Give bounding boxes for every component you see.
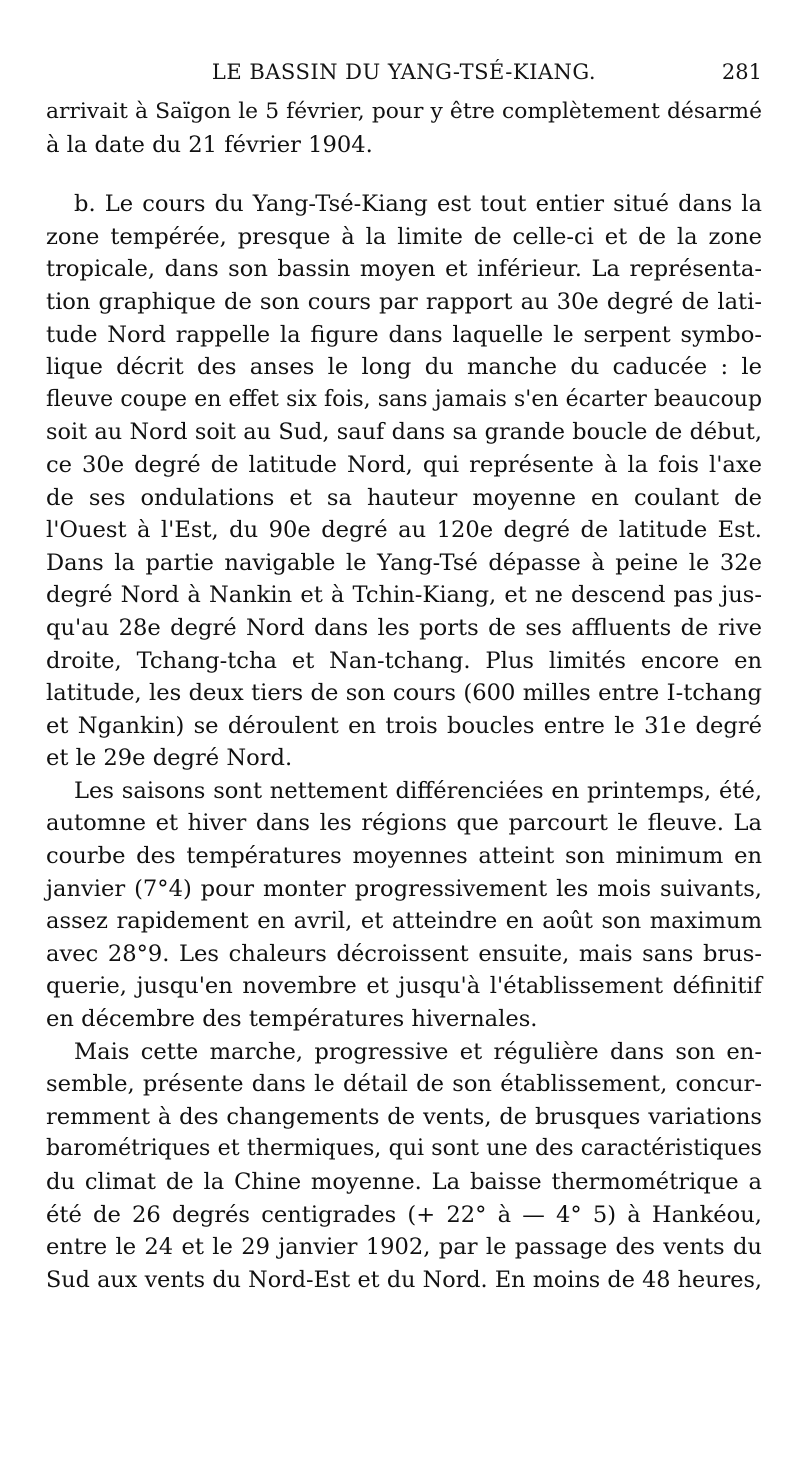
text-line: l'Ouest à l'Est, du 90e degré au 120e degré de latitude Est. <box>46 517 762 544</box>
text-line: janvier (7°4) pour monter progressivement les mois suivants, <box>46 875 762 902</box>
text-line: querie, jusqu'en novembre et jusqu'à l'établissement définitif <box>46 973 762 1000</box>
text-line: remment à des changements de vents, de brusques variations <box>46 1103 762 1130</box>
text-line: assez rapidement en avril, et atteindre en août son maximum <box>46 908 762 935</box>
text-line: entre le 24 et le 29 janvier 1902, par le passage des vents du <box>46 1234 762 1261</box>
text-line: fleuve coupe en effet six fois, sans jamais s'en écarter beaucoup <box>46 386 762 412</box>
text-line: en décembre des températures hivernales. <box>46 1006 538 1033</box>
running-header <box>46 56 762 96</box>
text-line: du climat de la Chine moyenne. La baisse thermométrique a <box>46 1169 762 1195</box>
text-line: arrivait à Saïgon le 5 février, pour y être complètement désarmé <box>46 99 762 124</box>
text-line: Les saisons sont nettement différenciées en printemps, été, <box>74 777 762 804</box>
text-line: et le 29e degré Nord. <box>46 745 293 772</box>
text-line: de ses ondulations et sa hauteur moyenne en coulant de <box>46 484 762 511</box>
text-line: ce 30e degré de latitude Nord, qui représente à la fois l'axe <box>46 451 762 478</box>
paragraph <box>46 96 762 161</box>
text-line: Mais cette marche, progressive et régulière dans son en- <box>74 1038 762 1065</box>
text-line: Dans la partie navigable le Yang-Tsé dépasse à peine le 32e <box>46 549 762 576</box>
paragraph <box>46 188 762 775</box>
text-line: zone tempérée, presque à la limite de celle-ci et de la zone <box>46 223 762 250</box>
paragraph <box>46 1036 762 1297</box>
text-line: tion graphique de son cours par rapport au 30e degré de lati- <box>46 288 762 315</box>
text-line: été de 26 degrés centigrades (+ 22° à — 4° 5) à Hankéou, <box>46 1201 762 1228</box>
text-line: lique décrit des anses le long du manche du caducée : le <box>46 354 762 381</box>
paragraph <box>46 775 762 1036</box>
page-number: 281 <box>721 60 762 84</box>
text-line: tropicale, dans son bassin moyen et inférieur. La représenta- <box>46 256 762 283</box>
text-line: barométriques et thermiques, qui sont une des caractéristiques <box>46 1136 762 1162</box>
running-title: LE BASSIN DU YANG-TSÉ-KIANG. <box>211 60 597 84</box>
book-page <box>46 56 762 1296</box>
text-line: avec 28°9. Les chaleurs décroissent ensuite, mais sans brus- <box>46 940 762 967</box>
body-text <box>46 96 762 1296</box>
paragraph-gap <box>46 161 762 188</box>
text-line: semble, présente dans le détail de son établissement, concur- <box>46 1071 762 1098</box>
text-line: degré Nord à Nankin et à Tchin-Kiang, et ne descend pas jus- <box>46 582 762 609</box>
text-line: automne et hiver dans les régions que parcourt le fleuve. La <box>46 810 762 837</box>
text-line: courbe des températures moyennes atteint son minimum en <box>46 843 762 870</box>
text-line: Sud aux vents du Nord-Est et du Nord. En moins de 48 heures, <box>46 1266 762 1293</box>
text-line: et Ngankin) se déroulent en trois boucles entre le 31e degré <box>46 712 762 739</box>
text-line: soit au Nord soit au Sud, sauf dans sa grande boucle de début, <box>46 419 762 446</box>
text-line: qu'au 28e degré Nord dans les ports de ses affluents de rive <box>46 614 762 641</box>
text-line: tude Nord rappelle la figure dans laquelle le serpent symbo- <box>46 321 762 348</box>
text-line: droite, Tchang-tcha et Nan-tchang. Plus limités encore en <box>46 647 762 674</box>
text-line: latitude, les deux tiers de son cours (600 milles entre I-tchang <box>46 680 762 707</box>
text-line: à la date du 21 février 1904. <box>46 131 373 158</box>
text-line: b. Le cours du Yang-Tsé-Kiang est tout entier situé dans la <box>74 191 762 218</box>
